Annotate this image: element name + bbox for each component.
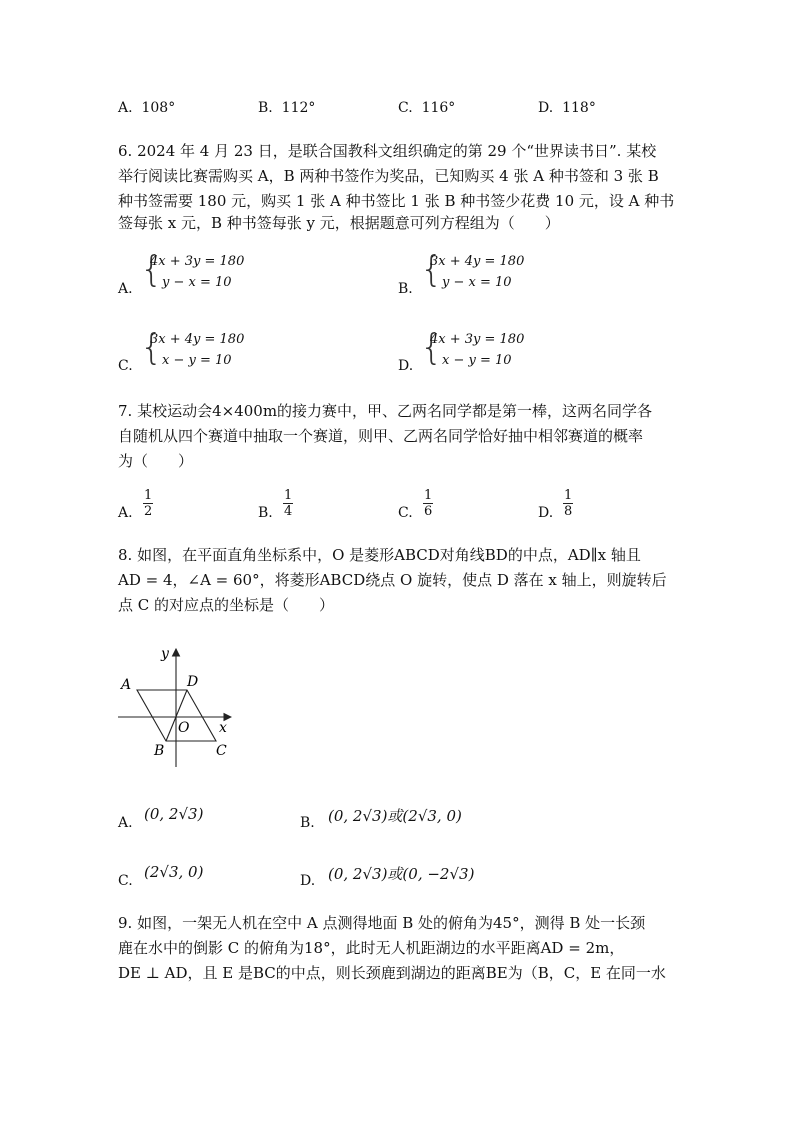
label-x: x [219, 720, 227, 736]
q7-stem-line-1: 7. 某校运动会4×400m的接力赛中，甲、乙两名同学都是第一棒，这两名同学各 [118, 402, 653, 420]
q7-option-b-key: B. [258, 505, 273, 521]
q6-option-a-key: A. [118, 281, 133, 297]
q7-stem-line-3: 为（ ） [118, 452, 194, 470]
q6-option-d-key: D. [398, 358, 414, 374]
q6-option-a-eq1: 4x + 3y = 180 [150, 254, 245, 269]
denominator: 6 [424, 504, 433, 519]
denominator: 8 [564, 504, 573, 519]
q7-option-a-key: A. [118, 505, 133, 521]
numerator: 1 [424, 488, 433, 503]
q8-stem-line-3: 点 C 的对应点的坐标是（ ） [118, 596, 335, 614]
q6-stem-line-1: 6. 2024 年 4 月 23 日，是联合国教科文组织确定的第 29 个“世界读书日”. 某校 [118, 142, 657, 160]
q6-option-d-system [430, 329, 524, 371]
q5-option-a: A. 108° [118, 100, 176, 116]
denominator: 4 [284, 504, 293, 519]
q6-option-a-system [150, 251, 244, 293]
q8-stem-line-1: 8. 如图，在平面直角坐标系中，O 是菱形ABCD对角线BD的中点，AD∥x 轴且 [118, 546, 641, 564]
q7-option-d-key: D. [538, 505, 554, 521]
q8-option-b-coordinate: (0, 2√3)或(2√3, 0) [328, 807, 462, 825]
q6-option-d-eq2: x − y = 10 [442, 353, 512, 368]
q9-stem-line-2: 鹿在水中的倒影 C 的俯角为18°，此时无人机距湖边的水平距离AD = 2m， [118, 939, 625, 957]
q9-stem-line-1: 9. 如图，一架无人机在空中 A 点测得地面 B 处的俯角为45°，测得 B 处一长颈 [118, 914, 646, 932]
q7-option-b-fraction [283, 488, 293, 519]
label-c: C [216, 743, 227, 759]
numerator: 1 [564, 488, 573, 503]
q7-option-c-key: C. [398, 505, 413, 521]
q6-option-d-eq1: 4x + 3y = 180 [430, 332, 525, 347]
q6-stem-line-3: 种书签需要 180 元，购买 1 张 A 种书签比 1 张 B 种书签少花费 10 元，设 A 种书 [118, 192, 675, 210]
q7-stem-line-2: 自随机从四个赛道中抽取一个赛道，则甲、乙两名同学恰好抽中相邻赛道的概率 [118, 427, 644, 445]
q8-option-c-coordinate: (2√3, 0) [144, 863, 204, 881]
q7-option-c-fraction [423, 488, 433, 519]
rhombus-coordinate-figure [110, 640, 240, 770]
q7-option-d-fraction [563, 488, 573, 519]
denominator: 2 [144, 504, 153, 519]
q6-option-b-eq2: y − x = 10 [442, 275, 512, 290]
q6-option-b-eq1: 3x + 4y = 180 [430, 254, 525, 269]
q6-option-c-key: C. [118, 358, 133, 374]
q6-option-c-system [150, 329, 244, 371]
q6-option-c-eq1: 3x + 4y = 180 [150, 332, 245, 347]
q6-stem-line-4: 签每张 x 元，B 种书签每张 y 元，根据题意可列方程组为（ ） [118, 214, 560, 232]
q6-option-b-brace: { [420, 249, 443, 290]
q6-option-c-brace: { [140, 327, 163, 368]
q6-option-a-eq2: y − x = 10 [162, 275, 232, 290]
q5-option-b: B. 112° [258, 100, 316, 116]
q6-option-b-system [430, 251, 524, 293]
q8-option-a-coordinate: (0, 2√3) [144, 805, 204, 823]
label-y: y [161, 646, 169, 662]
q7-option-a-fraction [143, 488, 153, 519]
q8-option-d-key: D. [300, 873, 316, 889]
label-o: O [178, 720, 190, 736]
q8-option-c-key: C. [118, 873, 133, 889]
q6-option-c-eq2: x − y = 10 [162, 353, 232, 368]
label-a: A [121, 677, 132, 693]
q8-option-b-key: B. [300, 815, 315, 831]
q5-option-d: D. 118° [538, 100, 596, 116]
q6-option-b-key: B. [398, 281, 413, 297]
numerator: 1 [284, 488, 293, 503]
label-d: D [187, 674, 199, 690]
numerator: 1 [144, 488, 153, 503]
q5-option-c: C. 116° [398, 100, 456, 116]
q6-stem-line-2: 举行阅读比赛需购买 A，B 两种书签作为奖品，已知购买 4 张 A 种书签和 3 张 B [118, 167, 659, 185]
q6-option-d-brace: { [420, 327, 443, 368]
q8-option-d-coordinate: (0, 2√3)或(0, −2√3) [328, 865, 475, 883]
q9-stem-line-3: DE ⊥ AD，且 E 是BC的中点，则长颈鹿到湖边的距离BE为（B，C，E 在同一水 [118, 964, 666, 982]
q8-stem-line-2: AD = 4，∠A = 60°，将菱形ABCD绕点 O 旋转，使点 D 落在 x 轴上，则旋转后 [118, 571, 667, 589]
q6-option-a-brace: { [140, 249, 163, 290]
q8-option-a-key: A. [118, 815, 133, 831]
label-b: B [154, 743, 165, 759]
